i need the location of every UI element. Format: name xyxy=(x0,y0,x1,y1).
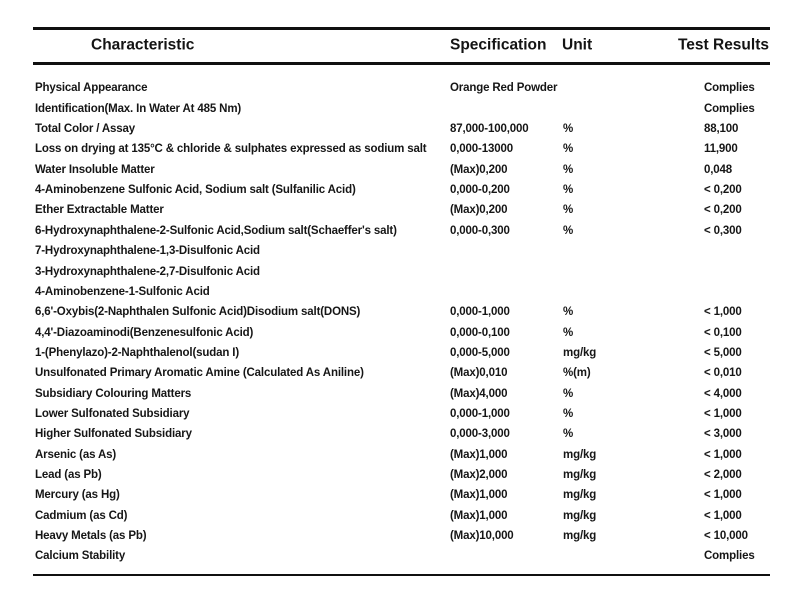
cell-specification: (Max)2,000 xyxy=(450,468,508,481)
table-row xyxy=(33,405,770,425)
cell-test-result: < 10,000 xyxy=(704,529,748,542)
cell-test-result: < 1,000 xyxy=(704,407,742,420)
cell-characteristic: Identification(Max. In Water At 485 Nm) xyxy=(35,102,242,115)
table-row xyxy=(33,79,770,99)
cell-unit: % xyxy=(563,163,574,176)
cell-characteristic: Unsulfonated Primary Aromatic Amine (Calculated As Aniline) xyxy=(35,367,364,380)
cell-characteristic: 6,6'-Oxybis(2-Naphthalen Sulfonic Acid)Disodium salt(DONS) xyxy=(35,306,361,319)
cell-test-result: < 0,010 xyxy=(704,367,742,380)
cell-test-result: Complies xyxy=(704,82,755,95)
cell-test-result: 11,900 xyxy=(704,143,738,156)
cell-unit: mg/kg xyxy=(563,529,597,542)
cell-unit: % xyxy=(563,407,574,420)
cell-specification: (Max)1,000 xyxy=(450,509,508,522)
cell-unit: mg/kg xyxy=(563,489,597,502)
table-row xyxy=(33,303,770,323)
cell-unit: % xyxy=(563,387,574,400)
table-row xyxy=(33,547,770,567)
cell-specification: Orange Red Powder xyxy=(450,82,558,95)
table-row xyxy=(33,140,770,160)
table-row xyxy=(33,486,770,506)
cell-test-result: Complies xyxy=(704,102,755,115)
cell-characteristic: Calcium Stability xyxy=(35,550,126,563)
cell-unit: % xyxy=(563,143,574,156)
cell-characteristic: Ether Extractable Matter xyxy=(35,204,164,217)
column-header-test-results: Test Results xyxy=(677,36,769,54)
table-row xyxy=(33,425,770,445)
cell-characteristic: 3-Hydroxynaphthalene-2,7-Disulfonic Acid xyxy=(35,265,260,278)
cell-test-result: 88,100 xyxy=(704,123,739,136)
cell-unit: % xyxy=(563,204,574,217)
cell-unit: % xyxy=(563,428,574,441)
table-row xyxy=(33,323,770,343)
cell-specification: 0,000-1,000 xyxy=(450,407,510,420)
cell-test-result: < 1,000 xyxy=(704,306,742,319)
cell-test-result: < 0,300 xyxy=(704,224,742,237)
cell-test-result: < 0,200 xyxy=(704,204,742,217)
column-header-specification: Specification xyxy=(450,36,547,54)
cell-characteristic: Loss on drying at 135°C & chloride & sulphates expressed as sodium salt xyxy=(35,143,427,156)
cell-characteristic: Mercury (as Hg) xyxy=(35,489,120,502)
table-row xyxy=(33,364,770,384)
cell-unit: % xyxy=(563,224,574,237)
table-row xyxy=(33,527,770,547)
cell-specification: 0,000-0,200 xyxy=(450,184,510,197)
cell-unit: % xyxy=(563,123,574,136)
cell-specification: 0,000-3,000 xyxy=(450,428,510,441)
cell-characteristic: 4-Aminobenzene Sulfonic Acid, Sodium salt (Sulfanilic Acid) xyxy=(35,184,356,197)
cell-specification: (Max)10,000 xyxy=(450,529,514,542)
cell-characteristic: 7-Hydroxynaphthalene-1,3-Disulfonic Acid xyxy=(35,245,260,258)
cell-unit: mg/kg xyxy=(563,509,597,522)
table-row xyxy=(33,262,770,282)
cell-test-result: < 1,000 xyxy=(704,509,742,522)
table-row xyxy=(33,343,770,363)
table-row xyxy=(33,99,770,119)
cell-test-result: < 5,000 xyxy=(704,346,742,359)
table-row xyxy=(33,160,770,180)
table-row xyxy=(33,466,770,486)
cell-specification: (Max)0,010 xyxy=(450,367,508,380)
table-row xyxy=(33,282,770,302)
cell-characteristic: 6-Hydroxynaphthalene-2-Sulfonic Acid,Sodium salt(Schaeffer's salt) xyxy=(35,224,397,237)
cell-characteristic: Heavy Metals (as Pb) xyxy=(35,529,147,542)
table-row xyxy=(33,506,770,526)
table-row xyxy=(33,242,770,262)
table-row xyxy=(33,221,770,241)
cell-unit: % xyxy=(563,326,574,339)
table-header-row xyxy=(33,27,770,65)
table-body xyxy=(33,65,770,576)
cell-specification: 0,000-0,300 xyxy=(450,224,510,237)
cell-test-result: < 4,000 xyxy=(704,387,742,400)
cell-test-result: < 3,000 xyxy=(704,428,742,441)
cell-characteristic: 4-Aminobenzene-1-Sulfonic Acid xyxy=(35,285,210,298)
cell-test-result: < 0,200 xyxy=(704,184,742,197)
table-row xyxy=(33,384,770,404)
cell-unit: % xyxy=(563,306,574,319)
cell-characteristic: Water Insoluble Matter xyxy=(35,163,155,176)
cell-specification: 0,000-1,000 xyxy=(450,306,510,319)
cell-characteristic: Arsenic (as As) xyxy=(35,448,117,461)
cell-unit: %(m) xyxy=(563,367,591,380)
column-header-characteristic: Characteristic xyxy=(91,36,195,54)
cell-specification: 0,000-0,100 xyxy=(450,326,510,339)
cell-characteristic: Subsidiary Colouring Matters xyxy=(35,387,192,400)
cell-test-result: 0,048 xyxy=(704,163,733,176)
cell-characteristic: Lead (as Pb) xyxy=(35,468,102,481)
cell-specification: 87,000-100,000 xyxy=(450,123,529,136)
cell-specification: (Max)1,000 xyxy=(450,448,508,461)
specification-table xyxy=(33,27,770,576)
cell-test-result: Complies xyxy=(704,550,755,563)
cell-test-result: < 2,000 xyxy=(704,468,742,481)
cell-specification: (Max)1,000 xyxy=(450,489,508,502)
cell-specification: (Max)0,200 xyxy=(450,204,508,217)
table-row xyxy=(33,120,770,140)
cell-specification: 0,000-13000 xyxy=(450,143,513,156)
cell-characteristic: 4,4'-Diazoaminodi(Benzenesulfonic Acid) xyxy=(35,326,254,339)
table-row xyxy=(33,181,770,201)
cell-specification: (Max)4,000 xyxy=(450,387,508,400)
cell-characteristic: Physical Appearance xyxy=(35,82,148,95)
cell-characteristic: Total Color / Assay xyxy=(35,123,136,136)
cell-characteristic: Cadmium (as Cd) xyxy=(35,509,128,522)
column-header-unit: Unit xyxy=(562,36,593,54)
cell-specification: 0,000-5,000 xyxy=(450,346,510,359)
cell-unit: mg/kg xyxy=(563,346,597,359)
cell-unit: mg/kg xyxy=(563,448,597,461)
cell-characteristic: Higher Sulfonated Subsidiary xyxy=(35,428,192,441)
cell-test-result: < 1,000 xyxy=(704,448,742,461)
cell-characteristic: Lower Sulfonated Subsidiary xyxy=(35,407,190,420)
cell-specification: (Max)0,200 xyxy=(450,163,508,176)
cell-test-result: < 1,000 xyxy=(704,489,742,502)
table-row xyxy=(33,445,770,465)
table-row xyxy=(33,201,770,221)
cell-characteristic: 1-(Phenylazo)-2-Naphthalenol(sudan I) xyxy=(35,346,240,359)
cell-unit: % xyxy=(563,184,574,197)
cell-test-result: < 0,100 xyxy=(704,326,742,339)
cell-unit: mg/kg xyxy=(563,468,597,481)
